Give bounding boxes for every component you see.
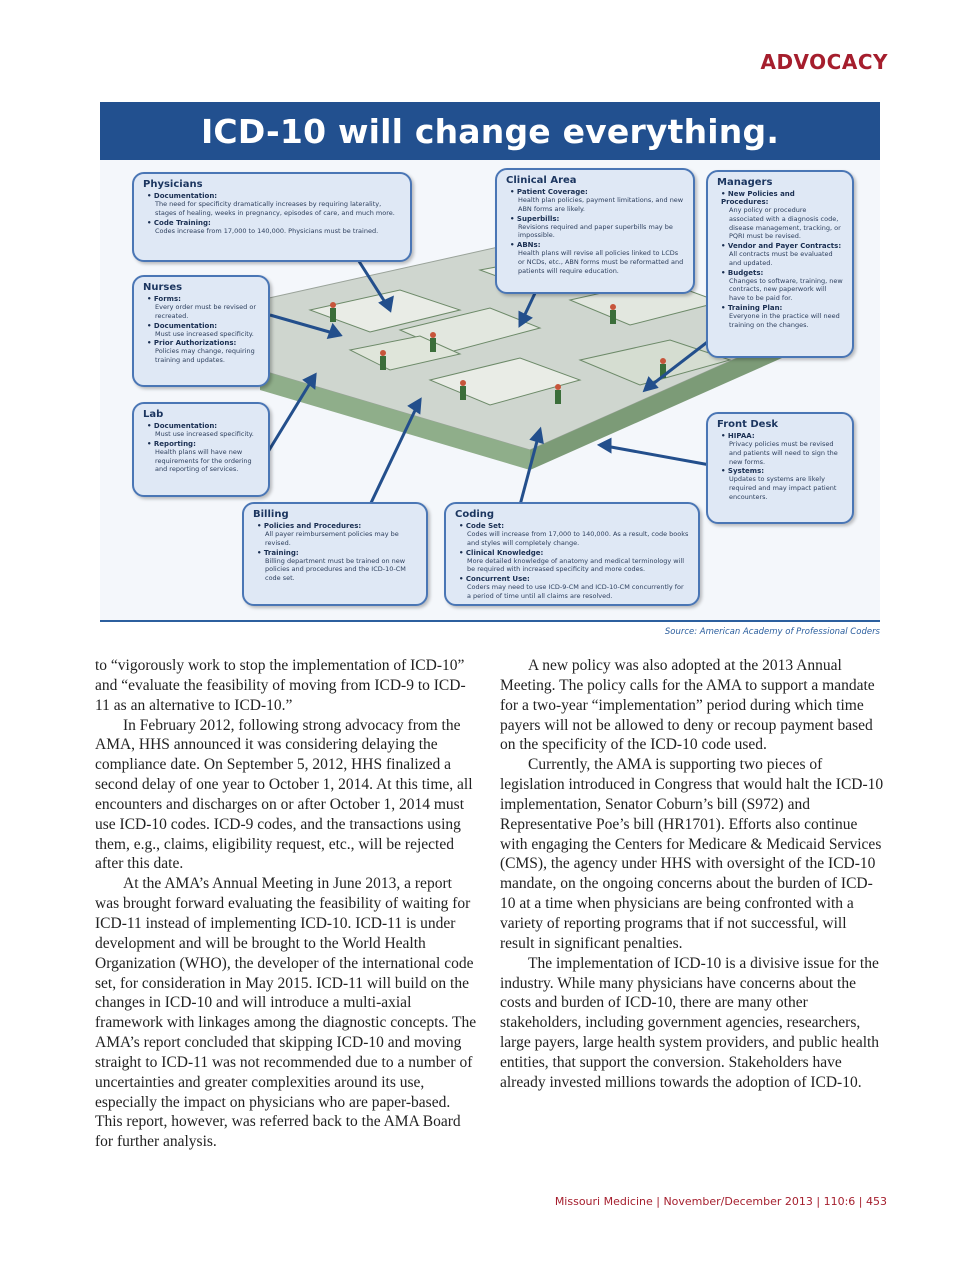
callout-lab-title: Lab <box>143 409 164 420</box>
callout-item-text: Policies may change, requiring training and updates. <box>155 347 255 365</box>
callout-front-desk <box>706 412 854 524</box>
callout-item-title: • Training Plan: <box>721 304 843 312</box>
section-label: ADVOCACY <box>760 50 888 74</box>
callout-item-title: • Vendor and Payer Contracts: <box>721 242 843 250</box>
callout-item-text: Codes will increase from 17,000 to 140,000. As a result, code books and styles will completely change. <box>467 530 689 547</box>
callout-item-text: Updates to systems are likely required and may impact patient encounters. <box>729 475 837 501</box>
callout-item-text: Codes increase from 17,000 to 140,000. Physicians must be trained. <box>155 226 379 235</box>
callout-item-text: Health plan policies, payment limitations, and new ABN forms are likely. <box>518 196 684 213</box>
callout-managers <box>706 170 854 358</box>
callout-clinical-area <box>495 168 695 294</box>
callout-item-title: • Policies and Procedures: <box>257 522 417 530</box>
callout-item-title: • Budgets: <box>721 269 843 277</box>
infographic <box>100 102 880 622</box>
callout-item-title: • Documentation: <box>147 192 401 200</box>
infographic-title: ICD-10 will change everything. <box>200 111 780 151</box>
callout-item-text: All contracts must be evaluated and updated. <box>729 250 833 267</box>
callout-item-title: • HIPAA: <box>721 432 843 440</box>
paragraph: to “vigorously work to stop the implementation of ICD-10” and “evaluate the feasibility of moving from ICD-9 to ICD-11 as an alternative to ICD-10.” <box>95 657 466 714</box>
paragraph: Currently, the AMA is supporting two pieces of legislation introduced in Congress that would halt the ICD-10 implementation, Senator Coburn’s bill (S972) and Representative Poe’s bill (HR1701). Efforts also continue with engaging the Centers for Medicare & Medicaid Services (CMS), the agency under HHS with oversight of the ICD-10 mandate, on the ongoing concerns about the burden of ICD-10 at a time when physicians are being confronted with a variety of reporting programs that if not successful, will result in significant penalties. <box>500 756 884 952</box>
paragraph: A new policy was also adopted at the 2013 Annual Meeting. The policy calls for the AMA to support a mandate for a two-year “implementation” period during which time payers will not be allowed to deny or recoup payment based on the specificity of the ICD-10 code used. <box>500 657 875 754</box>
callout-nurses <box>132 275 270 387</box>
callout-item-title: • Documentation: <box>147 422 259 430</box>
callout-item-title: • Code Training: <box>147 219 401 227</box>
callout-item-text: Any policy or procedure associated with a diagnosis code, disease management, tracking, or PQRI must be revised. <box>729 206 841 241</box>
paragraph: In February 2012, following strong advocacy from the AMA, HHS announced it was considering delaying the compliance date. On September 5, 2012, HHS finalized a second delay of one year to October 1, 2014. At this time, all encounters and discharges on or after October 1, 2014 must use ICD-10 codes. ICD-9 codes, and the transactions using them, e.g., claims, eligibility request, etc., will be rejected after this date. <box>95 716 473 873</box>
paragraph: The implementation of ICD-10 is a divisive issue for the industry. While many physicians have concerns about the costs and burden of ICD-10, there are many other stakeholders, including government agencies, researchers, large payers, large health system providers, and public health entities, that support the conversion. Stakeholders have already invested millions towards the adoption of ICD-10. <box>500 954 880 1091</box>
callout-billing-title: Billing <box>253 509 289 520</box>
callout-frontdesk-title: Front Desk <box>717 419 779 430</box>
callout-item-title: • Clinical Knowledge: <box>459 549 689 557</box>
infographic-banner <box>100 102 880 160</box>
callout-physicians <box>132 172 412 262</box>
callout-item-title: • Forms: <box>147 295 259 303</box>
body-column-left <box>95 656 479 1152</box>
callout-item-title: • Superbills: <box>510 215 684 223</box>
callout-item-text: Health plans will revise all policies linked to LCDs or NCDs, etc., ABN forms must be reformatted and patients will require education. <box>518 249 684 275</box>
callout-item-title: • Prior Authorizations: <box>147 339 259 347</box>
callout-item-text: Privacy policies must be revised and patients will need to sign the new forms. <box>729 440 838 466</box>
callout-item-title: • Reporting: <box>147 440 259 448</box>
callout-clinical-title: Clinical Area <box>506 175 577 186</box>
callout-item-text: Health plans will have new requirements for the ordering and reporting of services. <box>155 447 252 474</box>
callout-item-text: Billing department must be trained on new policies and procedures and the ICD-10-CM code set. <box>265 556 406 583</box>
figure-source: Source: American Academy of Professional Coders <box>664 627 880 637</box>
callout-item-text: Every order must be revised or recreated. <box>155 303 256 320</box>
callout-item-title: • New Policies and Procedures: <box>721 190 843 206</box>
callout-managers-title: Managers <box>717 177 773 188</box>
callout-coding-title: Coding <box>455 509 495 520</box>
callout-item-text: Revisions required and paper superbills may be impossible. <box>518 222 673 240</box>
paragraph: At the AMA’s Annual Meeting in June 2013, a report was brought forward evaluating the feasibility of waiting for ICD-11 instead of implementing ICD-10. ICD-11 is under development and will be brought to the World Health Organization (WHO), the developer of the international code set, for consideration in May 2015. ICD-11 will build on the changes in ICD-10 and will introduce a multi-axial framework with linkages among the diagnostic concepts. The AMA’s report concluded that skipping ICD-10 and moving straight to ICD-11 was not recommended due to a number of uncertainties and greater complexities around its use, especially the impact on physicians who are paper-based. This report, however, was referred back to the AMA Board for further analysis. <box>95 875 477 1151</box>
callout-item-title: • Training: <box>257 549 417 557</box>
callout-item-title: • Concurrent Use: <box>459 575 689 583</box>
body-column-right <box>500 656 884 1093</box>
callout-item-title: • Code Set: <box>459 522 689 530</box>
callout-nurses-title: Nurses <box>143 282 183 293</box>
callout-item-text: All payer reimbursement policies may be revised. <box>265 530 399 547</box>
callout-item-text: The need for specificity dramatically increases by requiring laterality, stages of healing, weeks in pregnancy, episodes of care, and much more. <box>155 200 395 217</box>
callout-item-text: Changes to software, training, new contracts, new paperwork will have to be paid for. <box>729 276 843 303</box>
page-footer: Missouri Medicine | November/December 2013 | 110:6 | 453 <box>554 1195 887 1208</box>
callout-item-title: • Systems: <box>721 467 843 475</box>
callout-item-text: Coders may need to use ICD-9-CM and ICD-10-CM concurrently for a period of time until all claims are resolved. <box>467 583 684 600</box>
callout-item-title: • Documentation: <box>147 322 259 330</box>
callout-item-text: More detailed knowledge of anatomy and medical terminology will be required with increased specificity and more codes. <box>467 556 685 574</box>
callout-item-text: Everyone in the practice will need training on the changes. <box>729 311 840 329</box>
callout-item-title: • Patient Coverage: <box>510 188 684 196</box>
callout-item-title: • ABNs: <box>510 241 684 249</box>
callout-item-text: Must use increased specificity. <box>155 329 254 338</box>
callout-billing <box>242 502 428 606</box>
callout-physicians-title: Physicians <box>143 179 203 190</box>
callout-coding <box>444 502 700 606</box>
callout-item-text: Must use increased specificity. <box>155 430 254 438</box>
callout-lab <box>132 402 270 497</box>
